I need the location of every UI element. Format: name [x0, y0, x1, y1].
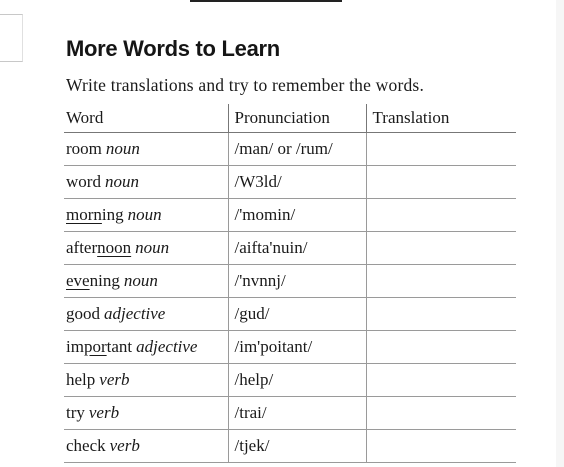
pronunciation-cell: /tjek/: [228, 430, 366, 463]
word-text: morn: [66, 205, 102, 224]
pronunciation-cell: /'nvnnj/: [228, 265, 366, 298]
table-row: [64, 199, 516, 232]
table-row: [64, 364, 516, 397]
word-text: try: [66, 403, 85, 422]
word-cell: [64, 199, 228, 232]
top-decorative-rule: [190, 0, 342, 2]
pronunciation-cell: /man/ or /rum/: [228, 133, 366, 166]
word-text: after: [66, 238, 98, 257]
pronunciation-cell: /im'poitant/: [228, 331, 366, 364]
table-header-row: [64, 104, 516, 133]
part-of-speech: noun: [105, 139, 140, 158]
table-row: [64, 397, 516, 430]
translation-cell[interactable]: [366, 397, 516, 430]
word-cell: [64, 331, 228, 364]
part-of-speech: adjective: [136, 337, 198, 356]
word-text: por: [83, 337, 107, 356]
table-row: [64, 430, 516, 463]
pronunciation-cell: /help/: [228, 364, 366, 397]
word-cell: [64, 265, 228, 298]
table-row: [64, 298, 516, 331]
instruction-text: Write translations and try to remember the words.: [66, 75, 425, 95]
part-of-speech: verb: [109, 436, 140, 455]
table-row: [64, 232, 516, 265]
left-page-fragment: [0, 14, 23, 62]
part-of-speech: noun: [127, 205, 162, 224]
header-pronunciation: Pronunciation: [228, 104, 366, 133]
word-text: help: [66, 370, 96, 389]
table-row: [64, 133, 516, 166]
word-text: eve: [66, 271, 90, 290]
word-cell: [64, 430, 228, 463]
pronunciation-cell: /'momin/: [228, 199, 366, 232]
translation-cell[interactable]: [366, 298, 516, 331]
translation-cell[interactable]: [366, 166, 516, 199]
translation-cell[interactable]: [366, 232, 516, 265]
translation-cell[interactable]: [366, 364, 516, 397]
word-text: tant: [106, 337, 133, 356]
header-word: Word: [64, 104, 228, 133]
part-of-speech: adjective: [104, 304, 166, 323]
word-cell: [64, 166, 228, 199]
word-text: good: [66, 304, 100, 323]
translation-cell[interactable]: [366, 133, 516, 166]
pronunciation-cell: /aifta'nuin/: [228, 232, 366, 265]
pronunciation-cell: /gud/: [228, 298, 366, 331]
word-text: ning: [89, 271, 120, 290]
word-text: noon: [97, 238, 132, 257]
word-cell: [64, 364, 228, 397]
part-of-speech: noun: [123, 271, 158, 290]
right-page-edge: [556, 0, 564, 467]
translation-cell[interactable]: [366, 199, 516, 232]
table-row: [64, 166, 516, 199]
translation-cell[interactable]: [366, 430, 516, 463]
word-cell: [64, 232, 228, 265]
translation-cell[interactable]: [366, 265, 516, 298]
part-of-speech: noun: [135, 238, 170, 257]
translation-cell[interactable]: [366, 331, 516, 364]
word-cell: [64, 298, 228, 331]
word-text: ing: [101, 205, 124, 224]
section-title: More Words to Learn: [66, 36, 280, 61]
table-row: [64, 265, 516, 298]
word-text: check: [66, 436, 106, 455]
part-of-speech: noun: [104, 172, 139, 191]
word-text: im: [66, 337, 84, 356]
header-translation: Translation: [366, 104, 516, 133]
pronunciation-cell: /W3ld/: [228, 166, 366, 199]
pronunciation-cell: /trai/: [228, 397, 366, 430]
vocabulary-table: [64, 104, 516, 463]
word-cell: [64, 133, 228, 166]
part-of-speech: verb: [99, 370, 130, 389]
part-of-speech: verb: [88, 403, 120, 422]
table-row: [64, 331, 516, 364]
word-text: room: [66, 139, 102, 158]
word-text: word: [66, 172, 101, 191]
word-cell: [64, 397, 228, 430]
